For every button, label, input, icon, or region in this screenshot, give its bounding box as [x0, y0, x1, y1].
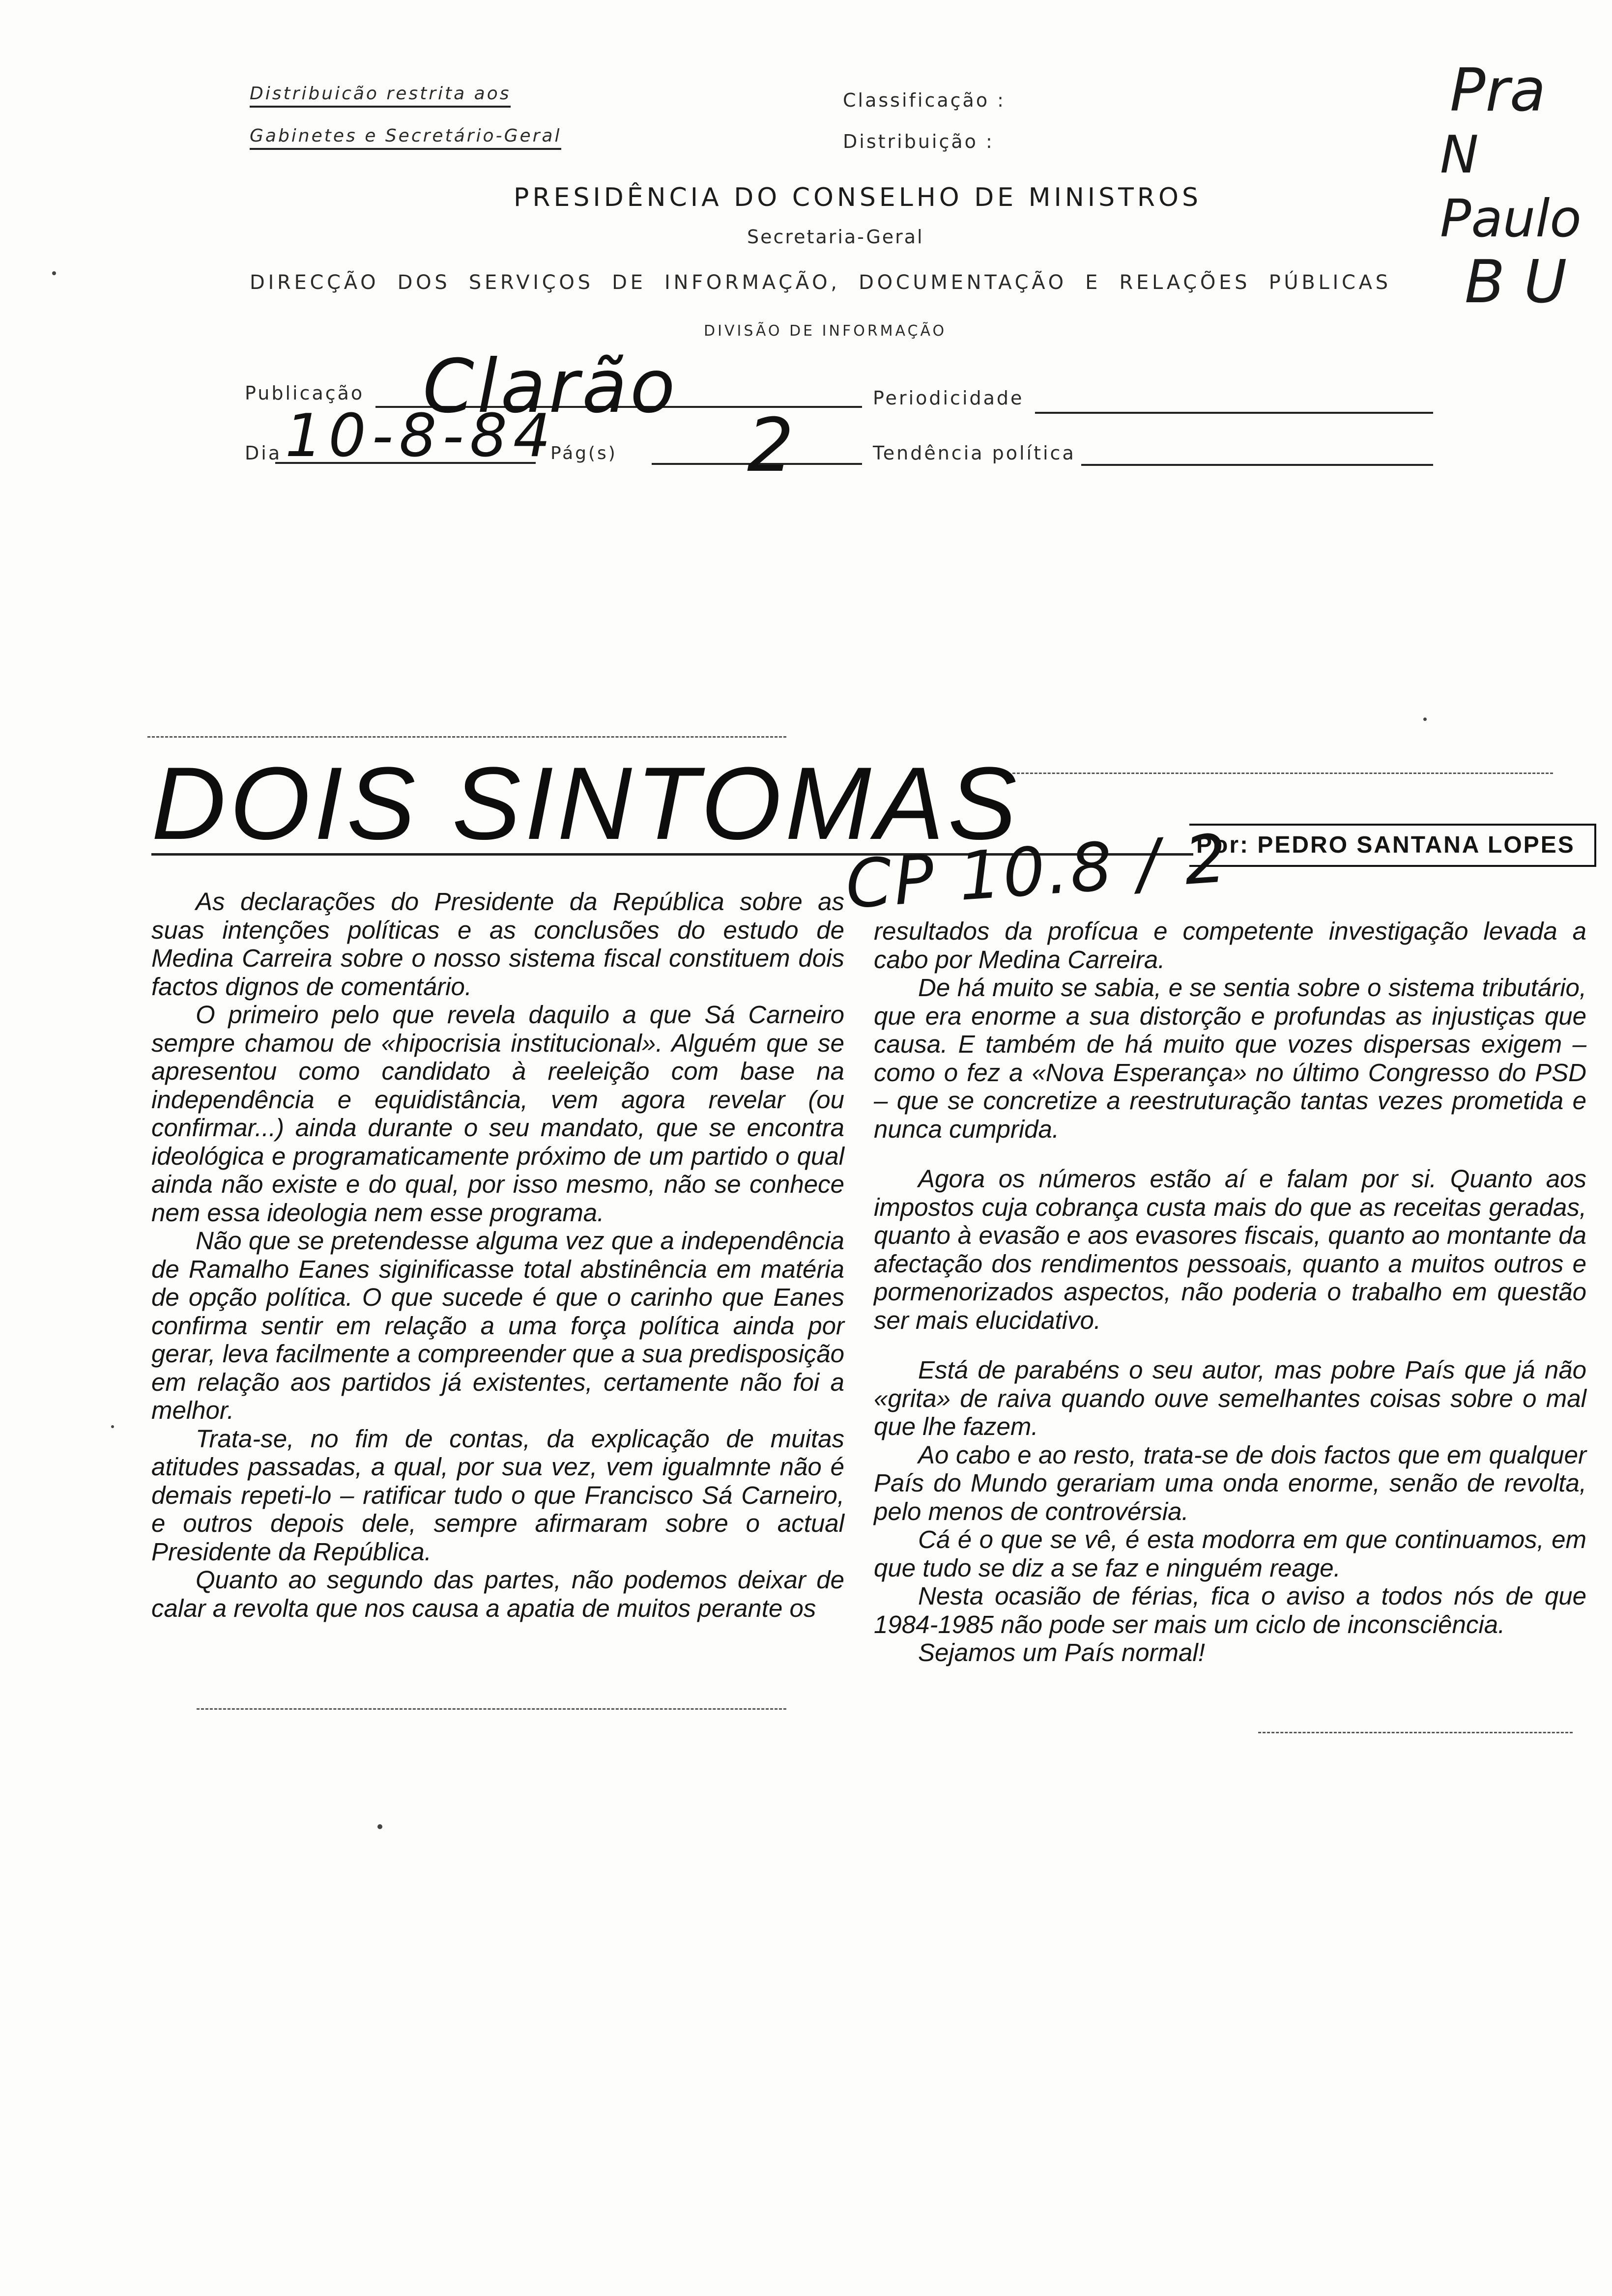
- tendency-label: Tendência política: [873, 442, 1076, 464]
- distribution-restricted-line2: Gabinetes e Secretário-Geral: [250, 126, 561, 150]
- article-paragraph: Trata-se, no fim de contas, da explicação de muitas atitudes passadas, a qual, por sua vez, vem igualmnte não é demais repeti-lo – ratificar tudo o que Francisco Sá Carneiro, e outros depois dele, sempre afirmaram sobre o actual Presidente da República.: [151, 1424, 844, 1566]
- clipping-edge-noise: [1258, 1732, 1573, 1733]
- classification-label: Classificação :: [843, 89, 1006, 111]
- day-label: Dia: [245, 442, 282, 464]
- clipping-edge-noise: [147, 736, 786, 738]
- division-heading: DIVISÃO DE INFORMAÇÃO: [704, 322, 947, 340]
- handwritten-note-line: B U: [1465, 248, 1567, 316]
- article-title: DOIS SINTOMAS: [151, 746, 1021, 861]
- day-handwritten-value: 10-8-84: [285, 402, 557, 470]
- handwritten-note-line: N Paulo: [1440, 125, 1582, 249]
- article-paragraph: Nesta ocasião de férias, fica o aviso a todos nós de que 1984-1985 não pode ser mais um ciclo de inconsciência.: [874, 1582, 1586, 1638]
- article-right-column: [874, 917, 1586, 1667]
- pages-label: Pág(s): [550, 443, 617, 463]
- article-paragraph: O primeiro pelo que revela daquilo a que Sá Carneiro sempre chamou de «hipocrisia institucional». Alguém que se apresentou como candidato à reeleição com base na independência e equidistância, vem agora revelar (ou confirmar...) ainda durante o seu mandato, que se encontra ideológica e programaticamente próximo de um partido o qual ainda não existe e do qual, por isso mesmo, não se conhece nem essa ideologia nem esse programa.: [151, 1001, 844, 1227]
- scan-speck: [1423, 718, 1427, 721]
- day-underline: [275, 462, 536, 464]
- article-paragraph: Não que se pretendesse alguma vez que a independência de Ramalho Eanes siginificasse total abstinência em matéria de opção política. O que sucede é que o carinho que Eanes confirma sentir em relação a uma força política ainda por gerar, leva facilmente a compreender que a sua predisposição em relação aos partidos já existentes, certamente não foi a melhor.: [151, 1227, 844, 1424]
- scan-speck: [111, 1425, 114, 1428]
- article-paragraph: De há muito se sabia, e se sentia sobre o sistema tributário, que era enorme a sua distorção e profundas as injustiças que causa. E também de há muito que vozes dispersas exigem – como o fez a «Nova Esperança» no último Congresso do PSD – que se concretize a reestruturação tantas vezes prometida e nunca cumprida.: [874, 974, 1586, 1143]
- article-paragraph: Sejamos um País normal!: [918, 1638, 1205, 1666]
- article-paragraph: resultados da profícua e competente investigação levada a cabo por Medina Carreira.: [874, 917, 1586, 974]
- article-paragraph: Cá é o que se vê, é esta modorra em que continuamos, em que tudo se diz a se faz e ninguém reage.: [874, 1525, 1586, 1582]
- article-paragraph: Quanto ao segundo das partes, não podemos deixar de calar a revolta que nos causa a apatia de muitos perante os: [151, 1566, 844, 1622]
- scan-speck: [52, 271, 56, 275]
- scan-speck: [377, 1824, 382, 1829]
- distribution-restricted-line1: Distribuicão restrita aos: [250, 84, 511, 108]
- article-paragraph: Está de parabéns o seu autor, mas pobre País que já não «grita» de raiva quando ouve semelhantes coisas sobre o mal que lhe fazem.: [874, 1356, 1586, 1440]
- handwritten-note-top-right: [1440, 57, 1612, 316]
- article-paragraph: Ao cabo e ao resto, trata-se de dois factos que em qualquer País do Mundo gerariam uma onda enorme, senão de revolta, pelo menos de controvérsia.: [874, 1440, 1586, 1525]
- handwritten-clipping-stamp: CP 10.8 / 2: [843, 819, 1231, 924]
- article-left-column: [151, 888, 844, 1622]
- tendency-underline: [1081, 464, 1433, 466]
- clipping-edge-noise: [197, 1708, 786, 1710]
- distribution-label: Distribuição :: [843, 131, 994, 152]
- clipping-edge-noise: [1012, 773, 1553, 774]
- publication-handwritten-value: Clarão: [423, 344, 678, 430]
- directorate-heading: DIRECÇÃO DOS SERVIÇOS DE INFORMAÇÃO, DOCUMENTAÇÃO E RELAÇÕES PÚBLICAS: [250, 271, 1391, 294]
- periodicity-label: Periodicidade: [873, 387, 1024, 409]
- secretariat-heading: Secretaria-Geral: [747, 226, 924, 248]
- periodicity-underline: [1035, 412, 1433, 414]
- pages-handwritten-value: 2: [747, 403, 794, 488]
- presidency-heading: PRESIDÊNCIA DO CONSELHO DE MINISTROS: [514, 183, 1202, 212]
- article-paragraph: As declarações do Presidente da República sobre as suas intenções políticas e as conclusões do estudo de Medina Carreira sobre o nosso sistema fiscal constituem dois factos dignos de comentário.: [151, 888, 844, 1001]
- article-paragraph: Agora os números estão aí e falam por si. Quanto aos impostos cuja cobrança custa mais do que as receitas geradas, quanto à evasão e aos evasores fiscais, quanto ao montante da afectação dos rendimentos pessoais, quanto a muitos outros e pormenorizados aspectos, não poderia o trabalho em questão ser mais elucidativo.: [874, 1165, 1586, 1334]
- publication-label: Publicação: [245, 382, 365, 404]
- handwritten-note-line: Pra: [1450, 57, 1546, 125]
- article-byline: Por: PEDRO SANTANA LOPES: [1189, 824, 1596, 867]
